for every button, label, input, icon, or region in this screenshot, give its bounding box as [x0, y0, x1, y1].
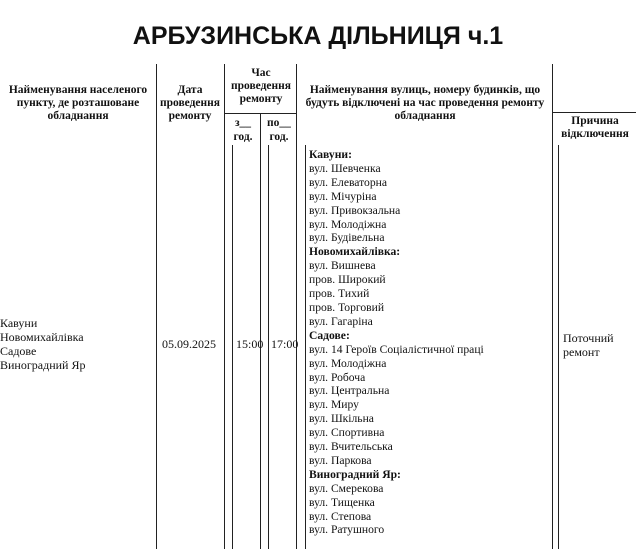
outage-reason: Поточний ремонт — [563, 331, 614, 359]
header-time: Час проведення ремонту — [230, 67, 292, 105]
repair-date: 05.09.2025 — [162, 337, 216, 351]
col-divider — [305, 145, 306, 549]
street-item: вул. Мічуріна — [309, 189, 377, 203]
settlement-list — [0, 316, 150, 372]
col-divider — [558, 145, 559, 549]
street-item: вул. Робоча — [309, 370, 366, 384]
settlement-item: Новомихайлівка — [0, 330, 84, 344]
street-item: вул. Молодіжна — [309, 356, 387, 370]
street-item: вул. Смерекова — [309, 481, 384, 495]
street-item: вул. 14 Героїв Соціалістичної праці — [309, 342, 484, 356]
col-divider — [224, 64, 225, 549]
header-settlement: Найменування населеного пункту, де розташоване обладнання — [8, 84, 148, 122]
street-item: вул. Вчительська — [309, 440, 393, 454]
time-from: 15:00 — [236, 337, 264, 351]
col-divider — [296, 64, 297, 549]
street-item: вул. Шкільна — [309, 412, 374, 426]
street-item: вул. Молодіжна — [309, 217, 387, 231]
street-item: вул. Шевченка — [309, 161, 381, 175]
header-streets: Найменування вулиць, номеру будинків, що будуть відключені на час проведення ремонту обладнання — [305, 84, 545, 122]
street-item: вул. Центральна — [309, 384, 390, 398]
street-item: вул. Спортивна — [309, 426, 385, 440]
street-item: вул. Паркова — [309, 453, 372, 467]
header-reason: Причина відключення — [561, 115, 629, 140]
header-time-from: з__ год. — [233, 117, 253, 143]
col-divider — [156, 64, 157, 549]
street-item: вул. Степова — [309, 509, 372, 523]
street-item: пров. Широкий — [309, 273, 386, 287]
row-divider — [224, 113, 296, 114]
col-divider — [268, 145, 269, 549]
col-divider — [232, 145, 233, 549]
row-divider — [552, 112, 636, 113]
settlement-group-heading: Садове: — [309, 328, 350, 342]
settlement-item: Кавуни — [0, 316, 38, 330]
street-item: вул. Вишнева — [309, 259, 376, 273]
time-to: 17:00 — [271, 337, 299, 351]
col-divider — [552, 64, 553, 549]
street-item: вул. Тищенка — [309, 495, 375, 509]
header-time-to: по__ год. — [267, 117, 291, 143]
page-title: АРБУЗИНСЬКА ДІЛЬНИЦЯ ч.1 — [132, 22, 504, 50]
settlement-group-heading: Новомихайлівка: — [309, 245, 401, 259]
street-item: вул. Будівельна — [309, 231, 385, 245]
settlement-group-heading: Виноградний Яр: — [309, 467, 401, 481]
street-item: вул. Елеваторна — [309, 175, 387, 189]
settlement-item: Садове — [0, 344, 37, 358]
street-item: вул. Гагаріна — [309, 314, 373, 328]
settlement-item: Виноградний Яр — [0, 358, 86, 372]
street-list — [309, 148, 484, 537]
col-divider — [260, 113, 261, 549]
street-item: вул. Привокзальна — [309, 203, 401, 217]
street-item: пров. Торговий — [309, 300, 385, 314]
street-item: пров. Тихий — [309, 287, 370, 301]
street-item: вул. Миру — [309, 398, 359, 412]
header-date: Дата проведення ремонту — [159, 84, 221, 122]
settlement-group-heading: Кавуни: — [309, 148, 352, 161]
street-item: вул. Ратушного — [309, 523, 385, 537]
